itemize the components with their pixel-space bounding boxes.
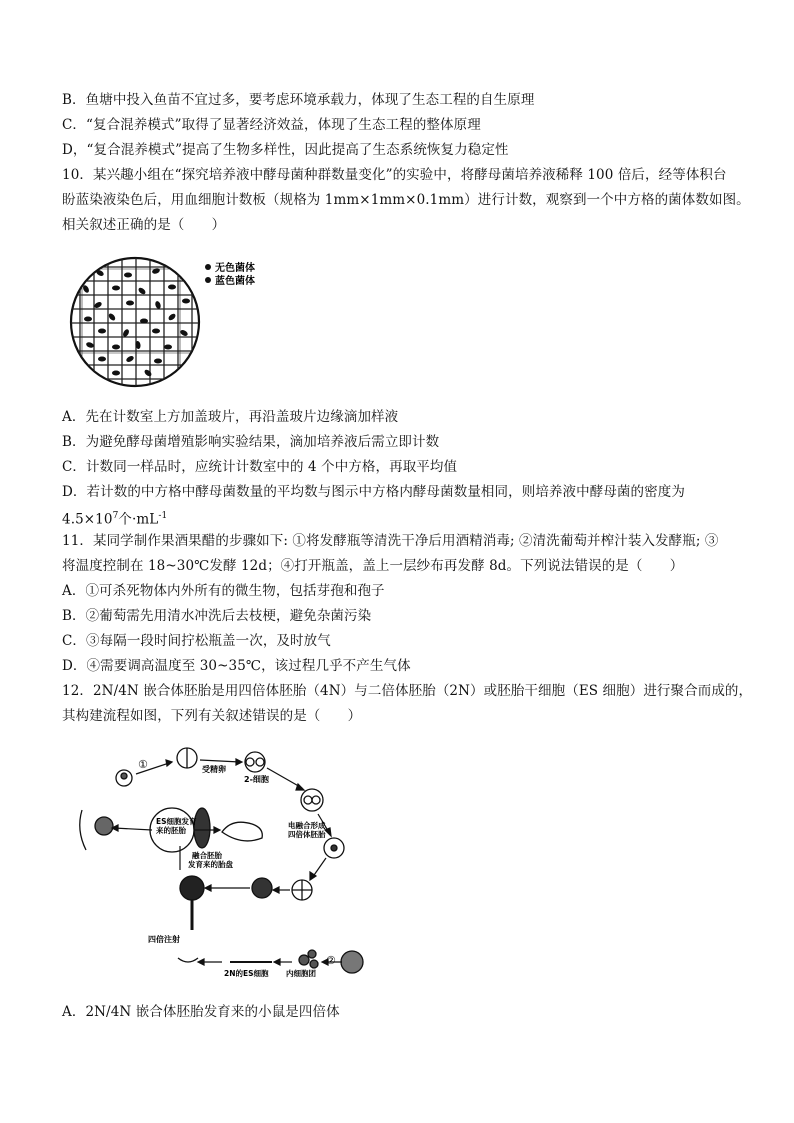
morula-icon [252, 878, 272, 898]
q9-option-c: C．“复合混养模式”取得了显著经济效益，体现了生态工程的整体原理 [62, 117, 481, 133]
step-2-label: ② [326, 954, 336, 967]
legend-blue: 蓝色菌体 [215, 276, 255, 287]
q10-option-c: C．计数同一样品时，应统计计数室中的 4 个中方格，再取平均值 [62, 459, 458, 475]
q10-stem-line-1: 10．某兴趣小组在“探究培养液中酵母菌种群数量变化”的实验中，将酵母菌培养液稀释 100 倍后，经等体积台 [62, 167, 727, 183]
q10-option-a: A．先在计数室上方加盖玻片，再沿盖玻片边缘滴加样液 [62, 409, 399, 425]
chimera-construction-figure [62, 740, 392, 985]
chimera-label-2: 发育来的胎盘 [188, 860, 233, 869]
electrofusion-label-1: 电融合形成 [288, 821, 326, 830]
q11-stem-line-1: 11．某同学制作果酒果醋的步骤如下: ①将发酵瓶等清洗干净后用酒精消毒; ②清洗葡萄并榨汁装入发酵瓶; ③ [62, 533, 719, 549]
q12-stem-line-1: 12．2N/4N 嵌合体胚胎是用四倍体胚胎（4N）与二倍体胚胎（2N）或胚胎干细胞（ES 细胞）进行聚合而成的， [62, 683, 753, 699]
electrofusion-label-2: 四倍体胚胎 [288, 830, 326, 839]
q11-option-a: A．①可杀死物体内外所有的微生物，包括芽孢和孢子 [62, 583, 385, 599]
hemocytometer-figure [68, 255, 258, 390]
q11-option-b: B．②葡萄需先用清水冲洗后去枝梗，避免杂菌污染 [62, 608, 372, 624]
q11-option-c: C．③每隔一段时间拧松瓶盖一次，及时放气 [62, 633, 331, 649]
q10-option-d-line-2: $4.5\times 10^7$个$\cdot mL^{-1}$ [62, 511, 168, 528]
legend-colorless: 无色菌体 [215, 263, 255, 274]
es-cells-label: 2N的ES细胞 [224, 969, 269, 978]
step-1-label: ① [138, 758, 148, 771]
two-cell-embryo-icon [245, 752, 265, 772]
q10-option-b: B．为避免酵母菌增殖影响实验结果，滴加培养液后需立即计数 [62, 434, 440, 450]
q12-option-a: A．2N/4N 嵌合体胚胎发育来的小鼠是四倍体 [62, 1004, 340, 1020]
blastocyst-icon [341, 951, 363, 973]
density-value: 4.5×10 [62, 511, 113, 528]
surrogate-icon [95, 817, 113, 835]
chimera-label-1: 融合胚胎 [192, 851, 222, 860]
q10-stem-line-3: 相关叙述正确的是（ ） [62, 217, 226, 233]
mouse-icon [222, 822, 262, 841]
q12-stem-line-2: 其构建流程如图，下列有关叙述错误的是（ ） [62, 708, 362, 724]
inner-cell-mass-label: 内细胞团 [286, 969, 316, 978]
fertilized-egg-label: 受精卵 [202, 765, 226, 774]
es-embryo-label-1: ES细胞发育 [156, 817, 197, 826]
injection-label: 四倍注射 [148, 935, 180, 944]
es-embryo-label-2: 来的胚胎 [156, 826, 186, 835]
q9-option-b: B．鱼塘中投入鱼苗不宜过多，要考虑环境承载力，体现了生态工程的自生原理 [62, 92, 535, 108]
q11-stem-line-2: 将温度控制在 18~30℃发酵 12d；④打开瓶盖，盖上一层纱布再发酵 8d。下列说法错误的是（ ） [62, 558, 684, 574]
q10-option-d-line-1: D．若计数的中方格中酵母菌数量的平均数与图示中方格内酵母菌数量相同，则培养液中酵母菌的密度为 [62, 484, 685, 500]
q10-stem-line-2: 盼蓝染液染色后，用血细胞计数板（规格为 1mm×1mm×0.1mm）进行计数，观察到一个中方格的菌体数如图。 [62, 192, 750, 208]
chimera-blastocyst-icon [180, 876, 204, 900]
placenta-icon [194, 808, 210, 848]
two-cell-label: 2-细胞 [244, 775, 269, 784]
q11-option-d: D．④需要调高温度至 30~35℃，该过程几乎不产生气体 [62, 658, 411, 674]
q9-option-d: D，“复合混养模式”提高了生物多样性，因此提高了生态系统恢复力稳定性 [62, 142, 509, 158]
